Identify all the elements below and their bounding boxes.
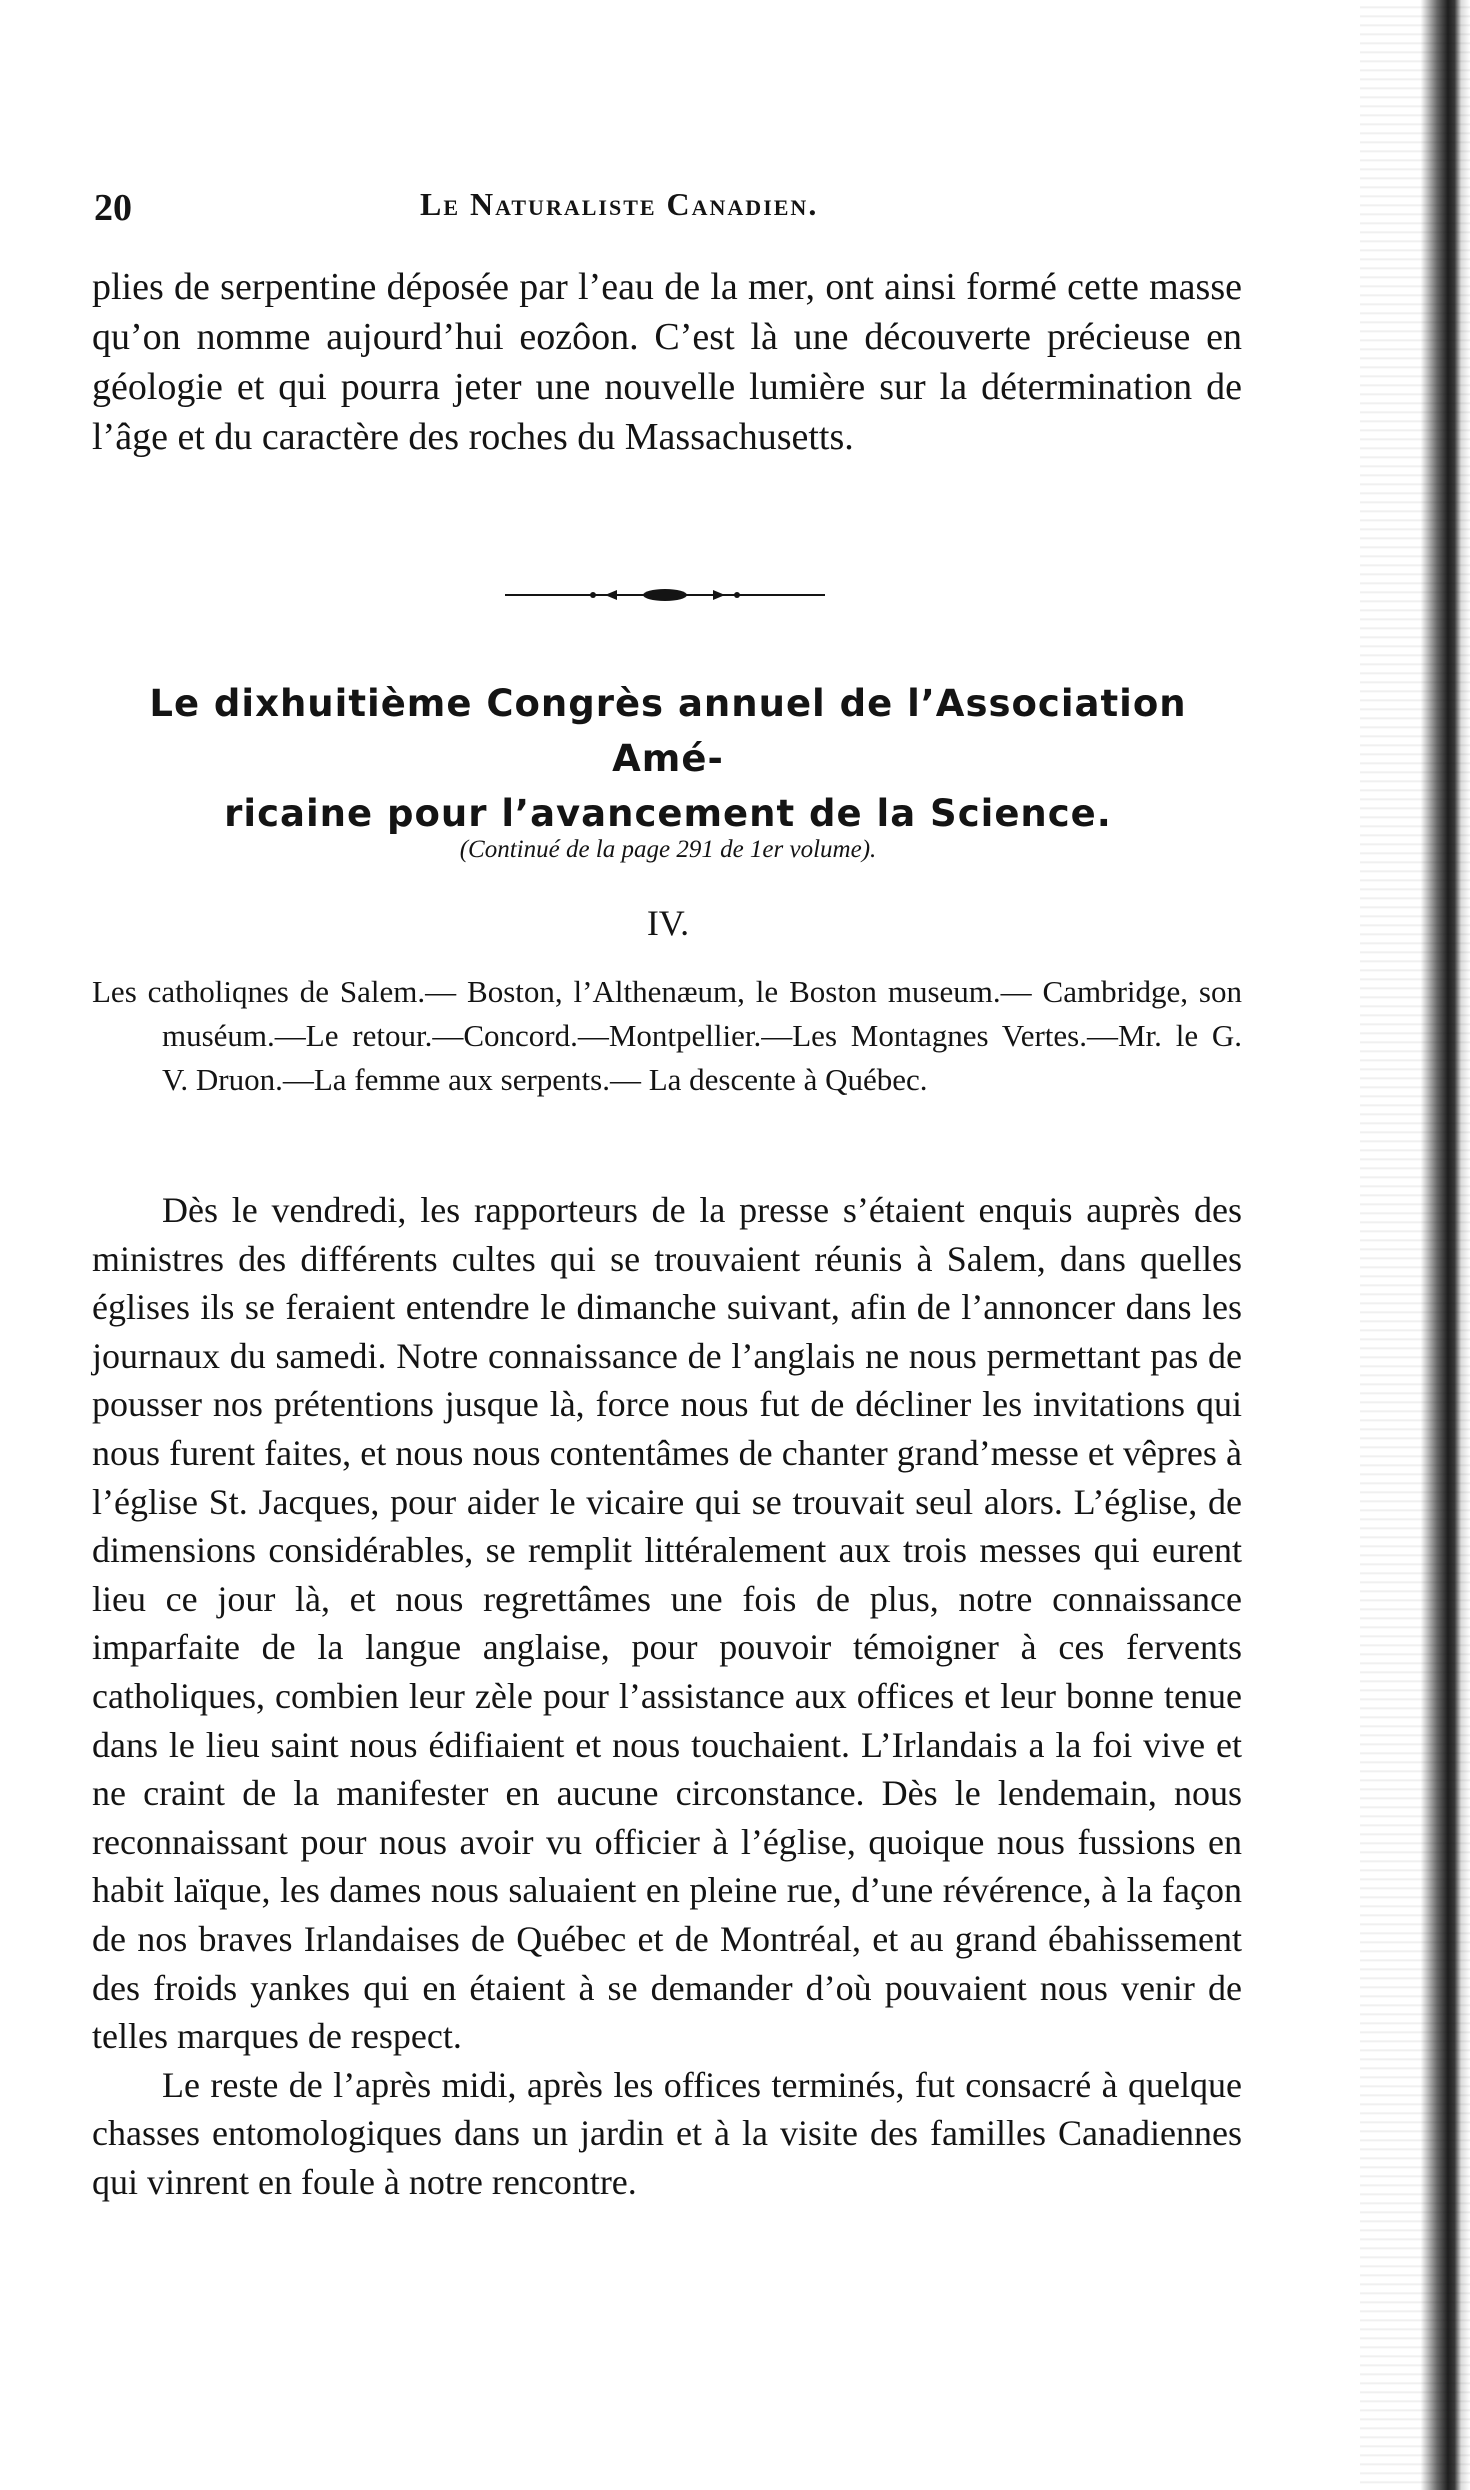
body-paragraph-2: Le reste de l’après midi, après les offices terminés, fut consacré à quelque chasses entomologiques dans un jardin et à la visite des familles Canadiennes qui vinrent en foule à notre rencontre. — [92, 2064, 1242, 2202]
ornament-divider — [505, 588, 825, 602]
running-header — [90, 186, 1240, 236]
journal-title: Le Naturaliste Canadien. — [420, 186, 819, 222]
section-number: IV. — [646, 903, 690, 943]
page-number: 20 — [94, 187, 132, 229]
body-paragraph-1: Dès le vendredi, les rapporteurs de la presse s’étaient enquis auprès des ministres des différents cultes qui se trouvaient réunis à Salem, dans quelles églises ils se feraient entendre le dimanche suivant, afin de l’annoncer dans les journaux du samedi. Notre connaissance de l’anglais ne nous permettant pas de pousser nos prétentions jusque là, force nous fut de décliner les invitations qui nous furent faites, et nous nous contentâmes de chanter grand’messe et vêpres à l’église St. Jacques, pour aider le vicaire qui se trouvait seul alors. L’église, de dimensions considérables, se remplit littéralement aux trois messes qui eurent lieu ce jour là, et nous regrettâmes une fois de plus, notre connaissance imparfaite de la langue anglaise, pour pouvoir témoigner à ces fervents catholiques, combien leur zèle pour l’assistance aux offices et leur bonne tenue dans le lieu saint nous édifiaient et nous touchaient. L’Irlandais a la foi vive et ne craint de la manifester en aucune circonstance. Dès le lendemain, nous reconnaissant pour nous avoir vu officier à l’église, quoique nous fussions en habit laïque, les dames nous saluaient en pleine rue, d’une révérence, à la façon de nos braves Irlandaises de Québec et de Montréal, et au grand ébahissement des froids yankes qui en étaient à se demander d’où pouvaient nous venir de telles marques de respect. — [92, 1190, 1242, 2057]
article-title-line-1: Le dixhuitième Congrès annuel de l’Association Amé- — [149, 682, 1187, 780]
continuation-note: (Continué de la page 291 de 1er volume). — [459, 836, 877, 863]
article-title — [88, 676, 1248, 841]
opening-paragraph-text: plies de serpentine déposée par l’eau de la mer, ont ainsi formé cette masse qu’on nomme aujourd’hui eozôon. C’est là une découverte précieuse en géologie et qui pourra jeter une nouvelle lumière sur la détermination de l’âge et du caractère des roches du Massachusetts. — [92, 266, 1242, 458]
section-summary: Les catholiqnes de Salem.— Boston, l’Althenæum, le Boston museum.— Cambridge, son muséum.—Le retour.—Concord.—Montpellier.—Les Montagnes Vertes.—Mr. le G. V. Druon.—La femme aux serpents.— La descente à Québec. — [92, 974, 1242, 1097]
page-binding-edge — [1360, 0, 1470, 2490]
opening-paragraph — [92, 262, 1242, 462]
article-body — [92, 1186, 1242, 2206]
article-title-line-2: ricaine pour l’avancement de la Science. — [224, 792, 1112, 835]
